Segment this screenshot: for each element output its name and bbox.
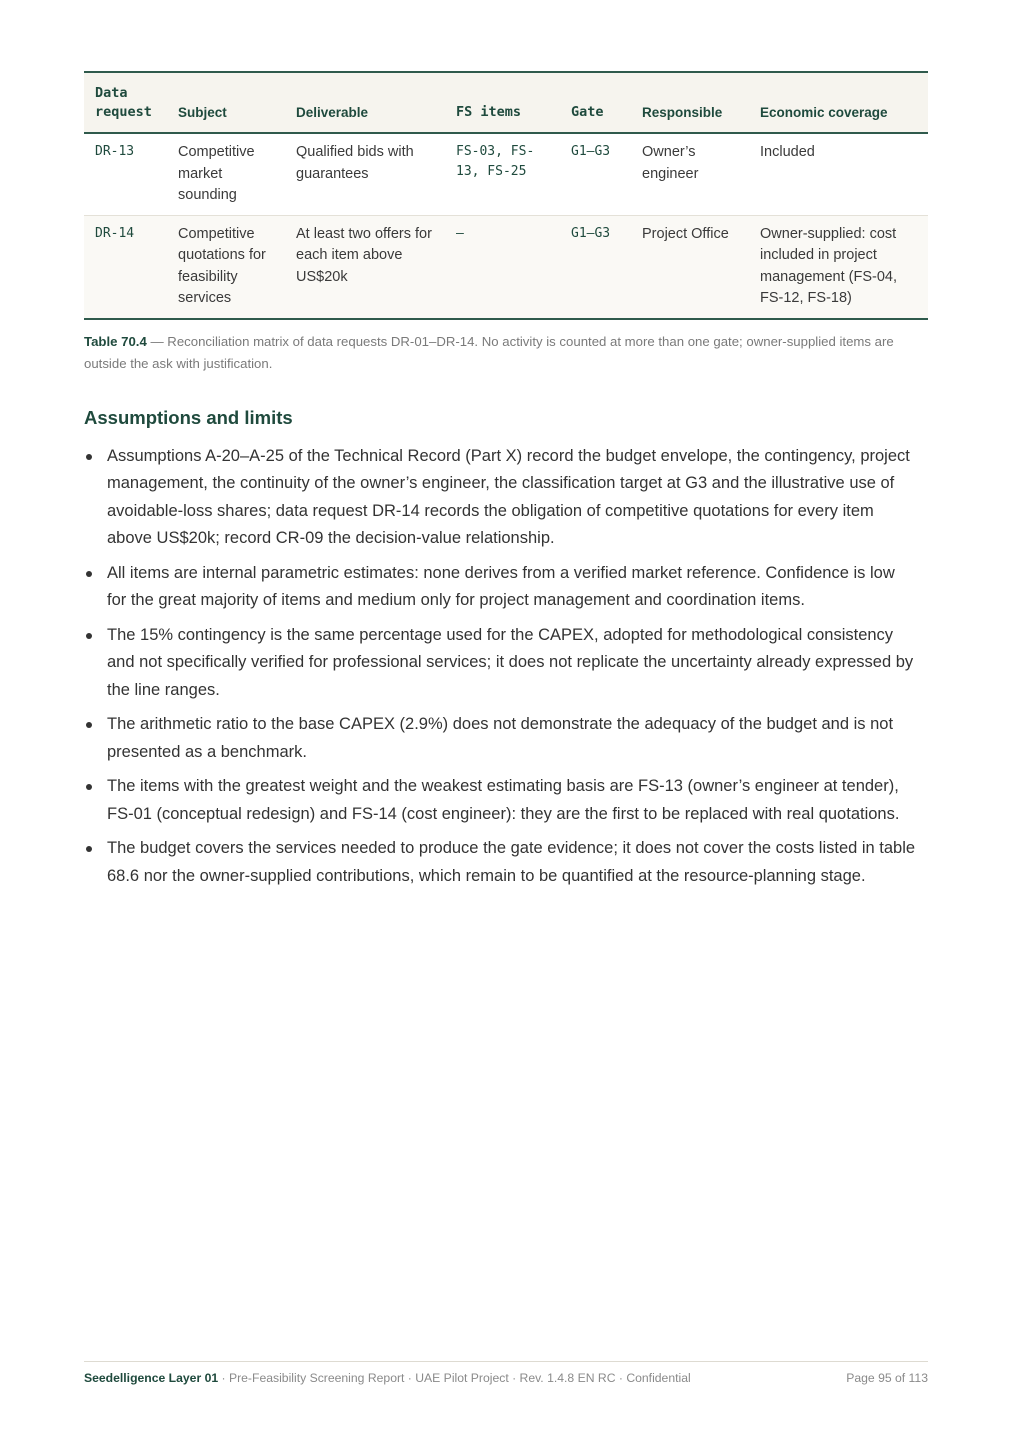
cell-fs-items: FS-03, FS-13, FS-25 xyxy=(445,133,560,215)
table-row xyxy=(84,215,928,319)
page-footer xyxy=(84,1361,928,1385)
table-caption-label: Table 70.4 xyxy=(84,333,147,349)
list-item: The items with the greatest weight and the weakest estimating basis are FS-13 (owner’s engineer at tender), FS-01 (conceptual redesign) and FS-14 (cost engineer): they are the first to be replaced with real quotations. xyxy=(84,773,928,828)
reconciliation-matrix-table xyxy=(84,71,928,320)
cell-deliverable: Qualified bids with guarantees xyxy=(285,133,445,215)
cell-subject: Competitive quotations for feasibility services xyxy=(167,215,285,319)
page-content xyxy=(84,71,928,897)
cell-economic-coverage: Included xyxy=(749,133,928,215)
cell-data-request: DR-13 xyxy=(84,133,167,215)
cell-gate: G1–G3 xyxy=(560,215,631,319)
cell-gate: G1–G3 xyxy=(560,133,631,215)
header-fs-items: FS items xyxy=(445,72,560,133)
cell-deliverable: At least two offers for each item above US$20k xyxy=(285,215,445,319)
header-deliverable: Deliverable xyxy=(285,72,445,133)
header-economic-coverage: Economic coverage xyxy=(749,72,928,133)
table-caption-text: — Reconciliation matrix of data requests DR-01–DR-14. No activity is counted at more than one gate; owner-supplied items are outside the ask with justification. xyxy=(84,333,894,371)
header-responsible: Responsible xyxy=(631,72,749,133)
list-item: All items are internal parametric estimates: none derives from a verified market reference. Confidence is low for the great majority of items and medium only for project management and coordination items. xyxy=(84,560,928,615)
footer-brand: Seedelligence Layer 01 xyxy=(84,1371,219,1385)
table-caption xyxy=(84,331,928,375)
list-item: The 15% contingency is the same percentage used for the CAPEX, adopted for methodological consistency and not specifically verified for professional services; it does not replicate the uncertainty already expressed by the line ranges. xyxy=(84,622,928,705)
list-item: The budget covers the services needed to produce the gate evidence; it does not cover the costs listed in table 68.6 nor the owner-supplied contributions, which remain to be quantified at the resource-planning stage. xyxy=(84,835,928,890)
header-subject: Subject xyxy=(167,72,285,133)
footer-page-number: Page 95 of 113 xyxy=(846,1371,928,1385)
table-header-row xyxy=(84,72,928,133)
list-item: The arithmetic ratio to the base CAPEX (2.9%) does not demonstrate the adequacy of the budget and is not presented as a benchmark. xyxy=(84,711,928,766)
footer-meta: · Pre-Feasibility Screening Report · UAE Pilot Project · Rev. 1.4.8 EN RC · Confidential xyxy=(218,1371,691,1385)
cell-economic-coverage: Owner-supplied: cost included in project management (FS-04, FS-12, FS-18) xyxy=(749,215,928,319)
cell-subject: Competitive market sounding xyxy=(167,133,285,215)
cell-responsible: Project Office xyxy=(631,215,749,319)
assumptions-list xyxy=(84,443,928,891)
footer-left xyxy=(84,1371,691,1385)
table-row xyxy=(84,133,928,215)
header-data-request: Data request xyxy=(84,72,167,133)
list-item: Assumptions A-20–A-25 of the Technical Record (Part X) record the budget envelope, the contingency, project management, the continuity of the owner’s engineer, the classification target at G3 and the illustrative use of avoidable-loss shares; data request DR-14 records the obligation of competitive quotations for every item above US$20k; record CR-09 the decision-value relationship. xyxy=(84,443,928,553)
cell-data-request: DR-14 xyxy=(84,215,167,319)
header-gate: Gate xyxy=(560,72,631,133)
cell-fs-items: — xyxy=(445,215,560,319)
section-title: Assumptions and limits xyxy=(84,406,293,428)
cell-responsible: Owner’s engineer xyxy=(631,133,749,215)
